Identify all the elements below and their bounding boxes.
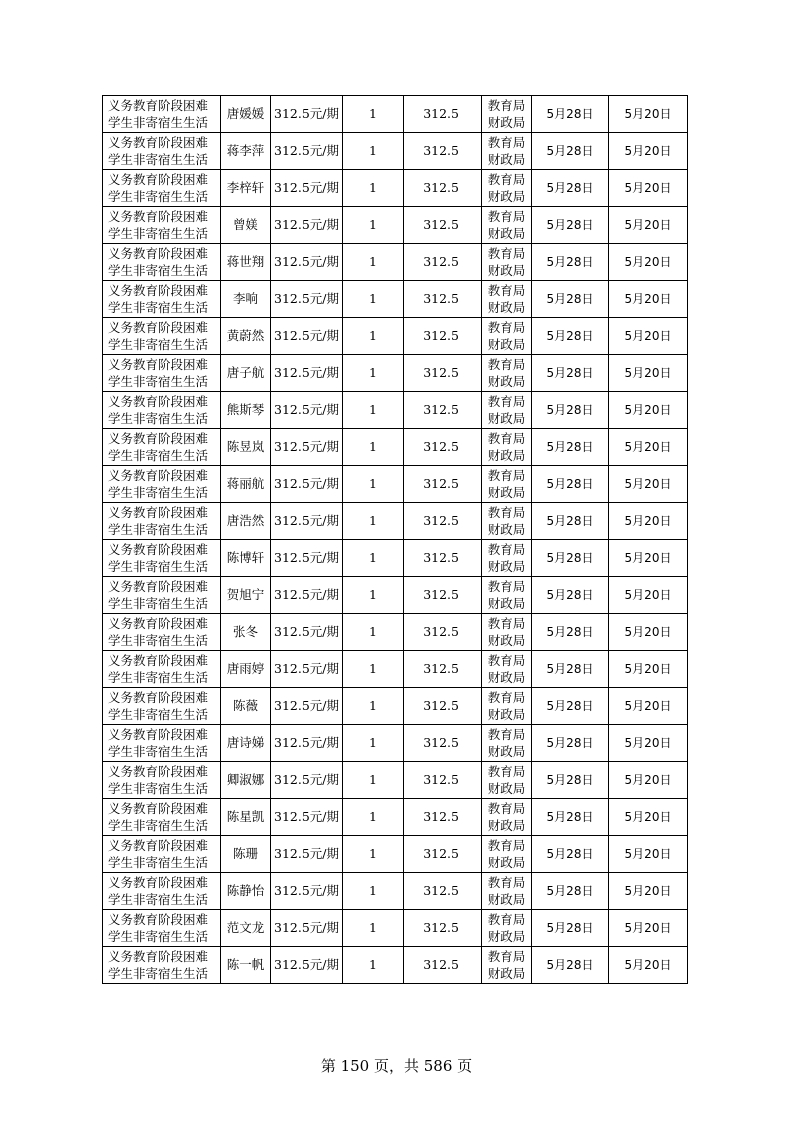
table-row	[103, 725, 688, 762]
cell-student-name: 陈薇	[221, 688, 271, 725]
cell-subsidy-item: 义务教育阶段困难学生非寄宿生生活	[103, 799, 221, 836]
cell-student-name: 唐诗娣	[221, 725, 271, 762]
cell-amount: 312.5	[404, 133, 482, 170]
cell-student-name: 陈星凯	[221, 799, 271, 836]
cell-standard: 312.5元/期	[271, 947, 343, 984]
cell-amount: 312.5	[404, 799, 482, 836]
cell-date-1: 5月28日	[532, 762, 609, 799]
cell-subsidy-item: 义务教育阶段困难学生非寄宿生生活	[103, 873, 221, 910]
table-body	[103, 96, 688, 984]
cell-count: 1	[343, 614, 404, 651]
page-footer	[0, 1055, 793, 1076]
cell-department: 教育局财政局	[482, 836, 532, 873]
cell-count: 1	[343, 281, 404, 318]
table-row	[103, 799, 688, 836]
cell-standard: 312.5元/期	[271, 96, 343, 133]
cell-date-1: 5月28日	[532, 207, 609, 244]
cell-student-name: 唐媛媛	[221, 96, 271, 133]
cell-student-name: 李响	[221, 281, 271, 318]
cell-date-1: 5月28日	[532, 873, 609, 910]
cell-date-1: 5月28日	[532, 244, 609, 281]
cell-count: 1	[343, 244, 404, 281]
cell-standard: 312.5元/期	[271, 577, 343, 614]
table-row	[103, 207, 688, 244]
cell-amount: 312.5	[404, 466, 482, 503]
cell-amount: 312.5	[404, 170, 482, 207]
cell-count: 1	[343, 170, 404, 207]
cell-standard: 312.5元/期	[271, 466, 343, 503]
cell-amount: 312.5	[404, 540, 482, 577]
cell-date-2: 5月20日	[609, 873, 688, 910]
cell-count: 1	[343, 503, 404, 540]
cell-date-1: 5月28日	[532, 133, 609, 170]
cell-standard: 312.5元/期	[271, 540, 343, 577]
cell-amount: 312.5	[404, 577, 482, 614]
table-row	[103, 429, 688, 466]
table-row	[103, 503, 688, 540]
cell-standard: 312.5元/期	[271, 503, 343, 540]
cell-count: 1	[343, 318, 404, 355]
cell-count: 1	[343, 651, 404, 688]
cell-date-1: 5月28日	[532, 429, 609, 466]
cell-department: 教育局财政局	[482, 170, 532, 207]
cell-department: 教育局财政局	[482, 947, 532, 984]
cell-amount: 312.5	[404, 244, 482, 281]
cell-standard: 312.5元/期	[271, 207, 343, 244]
cell-date-2: 5月20日	[609, 688, 688, 725]
cell-student-name: 熊斯琴	[221, 392, 271, 429]
cell-amount: 312.5	[404, 281, 482, 318]
table-row	[103, 96, 688, 133]
cell-count: 1	[343, 96, 404, 133]
cell-student-name: 贺旭宁	[221, 577, 271, 614]
cell-standard: 312.5元/期	[271, 281, 343, 318]
cell-student-name: 唐浩然	[221, 503, 271, 540]
cell-department: 教育局财政局	[482, 392, 532, 429]
cell-amount: 312.5	[404, 762, 482, 799]
cell-student-name: 陈昱岚	[221, 429, 271, 466]
cell-department: 教育局财政局	[482, 540, 532, 577]
cell-amount: 312.5	[404, 96, 482, 133]
cell-date-2: 5月20日	[609, 392, 688, 429]
cell-standard: 312.5元/期	[271, 725, 343, 762]
table-row	[103, 244, 688, 281]
cell-amount: 312.5	[404, 355, 482, 392]
cell-department: 教育局财政局	[482, 355, 532, 392]
cell-subsidy-item: 义务教育阶段困难学生非寄宿生生活	[103, 762, 221, 799]
cell-student-name: 蒋世翔	[221, 244, 271, 281]
cell-date-1: 5月28日	[532, 577, 609, 614]
table-row	[103, 910, 688, 947]
cell-department: 教育局财政局	[482, 207, 532, 244]
cell-department: 教育局财政局	[482, 244, 532, 281]
cell-date-2: 5月20日	[609, 96, 688, 133]
cell-date-2: 5月20日	[609, 466, 688, 503]
cell-count: 1	[343, 466, 404, 503]
cell-student-name: 陈博轩	[221, 540, 271, 577]
cell-student-name: 蒋李萍	[221, 133, 271, 170]
cell-count: 1	[343, 725, 404, 762]
cell-amount: 312.5	[404, 429, 482, 466]
page-number-text: 第 150 页，共 586 页	[320, 1057, 473, 1075]
cell-count: 1	[343, 910, 404, 947]
cell-date-1: 5月28日	[532, 503, 609, 540]
cell-subsidy-item: 义务教育阶段困难学生非寄宿生生活	[103, 651, 221, 688]
cell-standard: 312.5元/期	[271, 799, 343, 836]
cell-subsidy-item: 义务教育阶段困难学生非寄宿生生活	[103, 392, 221, 429]
cell-date-1: 5月28日	[532, 725, 609, 762]
cell-department: 教育局财政局	[482, 503, 532, 540]
cell-subsidy-item: 义务教育阶段困难学生非寄宿生生活	[103, 725, 221, 762]
cell-date-1: 5月28日	[532, 281, 609, 318]
cell-date-1: 5月28日	[532, 540, 609, 577]
cell-department: 教育局财政局	[482, 651, 532, 688]
cell-date-2: 5月20日	[609, 836, 688, 873]
cell-date-2: 5月20日	[609, 614, 688, 651]
cell-standard: 312.5元/期	[271, 133, 343, 170]
cell-count: 1	[343, 577, 404, 614]
cell-standard: 312.5元/期	[271, 836, 343, 873]
table-row	[103, 355, 688, 392]
cell-department: 教育局财政局	[482, 910, 532, 947]
cell-count: 1	[343, 762, 404, 799]
cell-count: 1	[343, 133, 404, 170]
cell-subsidy-item: 义务教育阶段困难学生非寄宿生生活	[103, 318, 221, 355]
cell-date-2: 5月20日	[609, 170, 688, 207]
cell-standard: 312.5元/期	[271, 392, 343, 429]
cell-student-name: 唐子航	[221, 355, 271, 392]
table-row	[103, 651, 688, 688]
cell-subsidy-item: 义务教育阶段困难学生非寄宿生生活	[103, 244, 221, 281]
cell-amount: 312.5	[404, 207, 482, 244]
table-row	[103, 762, 688, 799]
cell-subsidy-item: 义务教育阶段困难学生非寄宿生生活	[103, 133, 221, 170]
cell-date-2: 5月20日	[609, 540, 688, 577]
table-row	[103, 688, 688, 725]
cell-amount: 312.5	[404, 947, 482, 984]
cell-date-2: 5月20日	[609, 725, 688, 762]
cell-standard: 312.5元/期	[271, 762, 343, 799]
cell-subsidy-item: 义务教育阶段困难学生非寄宿生生活	[103, 281, 221, 318]
cell-amount: 312.5	[404, 725, 482, 762]
cell-student-name: 卿淑娜	[221, 762, 271, 799]
cell-date-2: 5月20日	[609, 133, 688, 170]
cell-date-1: 5月28日	[532, 910, 609, 947]
cell-student-name: 蒋丽航	[221, 466, 271, 503]
cell-standard: 312.5元/期	[271, 318, 343, 355]
cell-subsidy-item: 义务教育阶段困难学生非寄宿生生活	[103, 170, 221, 207]
cell-amount: 312.5	[404, 836, 482, 873]
cell-standard: 312.5元/期	[271, 910, 343, 947]
cell-standard: 312.5元/期	[271, 429, 343, 466]
cell-department: 教育局财政局	[482, 466, 532, 503]
cell-count: 1	[343, 392, 404, 429]
cell-amount: 312.5	[404, 392, 482, 429]
cell-subsidy-item: 义务教育阶段困难学生非寄宿生生活	[103, 614, 221, 651]
cell-date-2: 5月20日	[609, 207, 688, 244]
cell-department: 教育局财政局	[482, 614, 532, 651]
cell-department: 教育局财政局	[482, 133, 532, 170]
table-row	[103, 392, 688, 429]
cell-student-name: 陈一帆	[221, 947, 271, 984]
cell-department: 教育局财政局	[482, 96, 532, 133]
cell-subsidy-item: 义务教育阶段困难学生非寄宿生生活	[103, 947, 221, 984]
cell-count: 1	[343, 799, 404, 836]
cell-amount: 312.5	[404, 873, 482, 910]
cell-date-2: 5月20日	[609, 577, 688, 614]
cell-department: 教育局财政局	[482, 762, 532, 799]
table-row	[103, 281, 688, 318]
table-row	[103, 947, 688, 984]
cell-standard: 312.5元/期	[271, 170, 343, 207]
cell-standard: 312.5元/期	[271, 873, 343, 910]
cell-department: 教育局财政局	[482, 318, 532, 355]
cell-department: 教育局财政局	[482, 577, 532, 614]
table-row	[103, 873, 688, 910]
table-row	[103, 466, 688, 503]
table-row	[103, 577, 688, 614]
cell-date-2: 5月20日	[609, 762, 688, 799]
cell-subsidy-item: 义务教育阶段困难学生非寄宿生生活	[103, 540, 221, 577]
table-row	[103, 540, 688, 577]
cell-date-1: 5月28日	[532, 318, 609, 355]
cell-amount: 312.5	[404, 688, 482, 725]
cell-date-1: 5月28日	[532, 614, 609, 651]
cell-date-1: 5月28日	[532, 836, 609, 873]
cell-subsidy-item: 义务教育阶段困难学生非寄宿生生活	[103, 503, 221, 540]
cell-date-1: 5月28日	[532, 355, 609, 392]
table-row	[103, 133, 688, 170]
cell-date-2: 5月20日	[609, 651, 688, 688]
cell-department: 教育局财政局	[482, 799, 532, 836]
cell-student-name: 唐雨婷	[221, 651, 271, 688]
cell-amount: 312.5	[404, 614, 482, 651]
cell-date-2: 5月20日	[609, 910, 688, 947]
cell-date-2: 5月20日	[609, 947, 688, 984]
cell-count: 1	[343, 540, 404, 577]
cell-date-1: 5月28日	[532, 947, 609, 984]
cell-department: 教育局财政局	[482, 429, 532, 466]
cell-date-2: 5月20日	[609, 244, 688, 281]
cell-subsidy-item: 义务教育阶段困难学生非寄宿生生活	[103, 96, 221, 133]
cell-date-2: 5月20日	[609, 281, 688, 318]
cell-student-name: 黄蔚然	[221, 318, 271, 355]
cell-student-name: 陈珊	[221, 836, 271, 873]
cell-subsidy-item: 义务教育阶段困难学生非寄宿生生活	[103, 466, 221, 503]
cell-subsidy-item: 义务教育阶段困难学生非寄宿生生活	[103, 429, 221, 466]
cell-amount: 312.5	[404, 910, 482, 947]
cell-subsidy-item: 义务教育阶段困难学生非寄宿生生活	[103, 688, 221, 725]
cell-date-1: 5月28日	[532, 651, 609, 688]
cell-standard: 312.5元/期	[271, 244, 343, 281]
table-row	[103, 836, 688, 873]
cell-count: 1	[343, 688, 404, 725]
cell-amount: 312.5	[404, 651, 482, 688]
cell-department: 教育局财政局	[482, 725, 532, 762]
cell-date-1: 5月28日	[532, 170, 609, 207]
cell-date-1: 5月28日	[532, 392, 609, 429]
cell-date-2: 5月20日	[609, 318, 688, 355]
cell-subsidy-item: 义务教育阶段困难学生非寄宿生生活	[103, 910, 221, 947]
cell-department: 教育局财政局	[482, 688, 532, 725]
table-row	[103, 614, 688, 651]
cell-student-name: 范文龙	[221, 910, 271, 947]
table-row	[103, 318, 688, 355]
cell-subsidy-item: 义务教育阶段困难学生非寄宿生生活	[103, 355, 221, 392]
cell-subsidy-item: 义务教育阶段困难学生非寄宿生生活	[103, 577, 221, 614]
cell-subsidy-item: 义务教育阶段困难学生非寄宿生生活	[103, 836, 221, 873]
cell-student-name: 张冬	[221, 614, 271, 651]
cell-date-1: 5月28日	[532, 688, 609, 725]
cell-standard: 312.5元/期	[271, 614, 343, 651]
cell-student-name: 李梓轩	[221, 170, 271, 207]
cell-student-name: 曾媄	[221, 207, 271, 244]
cell-count: 1	[343, 836, 404, 873]
cell-date-2: 5月20日	[609, 355, 688, 392]
cell-count: 1	[343, 873, 404, 910]
cell-count: 1	[343, 947, 404, 984]
cell-date-2: 5月20日	[609, 503, 688, 540]
subsidy-table	[102, 95, 688, 984]
cell-student-name: 陈静怡	[221, 873, 271, 910]
cell-subsidy-item: 义务教育阶段困难学生非寄宿生生活	[103, 207, 221, 244]
cell-department: 教育局财政局	[482, 281, 532, 318]
table-row	[103, 170, 688, 207]
cell-date-1: 5月28日	[532, 466, 609, 503]
cell-date-2: 5月20日	[609, 429, 688, 466]
cell-count: 1	[343, 429, 404, 466]
cell-date-2: 5月20日	[609, 799, 688, 836]
cell-date-1: 5月28日	[532, 96, 609, 133]
cell-standard: 312.5元/期	[271, 651, 343, 688]
cell-standard: 312.5元/期	[271, 688, 343, 725]
cell-standard: 312.5元/期	[271, 355, 343, 392]
cell-department: 教育局财政局	[482, 873, 532, 910]
cell-count: 1	[343, 207, 404, 244]
cell-date-1: 5月28日	[532, 799, 609, 836]
cell-count: 1	[343, 355, 404, 392]
cell-amount: 312.5	[404, 318, 482, 355]
cell-amount: 312.5	[404, 503, 482, 540]
